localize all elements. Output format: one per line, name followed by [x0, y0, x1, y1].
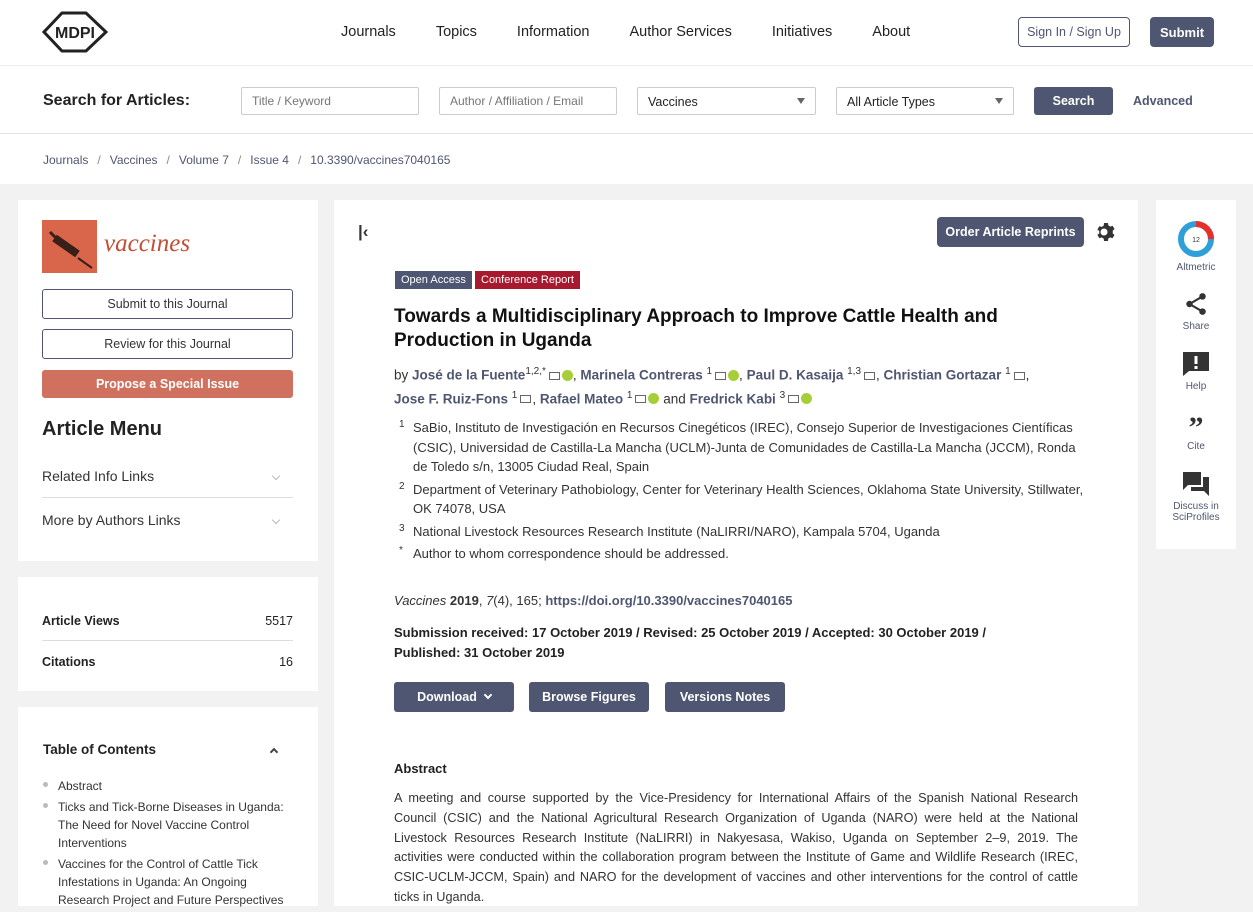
- open-access-tag: Open Access: [395, 271, 472, 289]
- divider: [42, 497, 293, 498]
- email-icon[interactable]: [520, 395, 531, 403]
- nav-author-services[interactable]: Author Services: [629, 24, 732, 40]
- share-label: Share: [1182, 321, 1210, 332]
- article-views-value: 5517: [265, 614, 293, 628]
- doi-link[interactable]: https://doi.org/10.3390/vaccines7040165: [545, 593, 793, 608]
- keyword-input[interactable]: [241, 87, 419, 115]
- and-label: and: [663, 391, 686, 406]
- citations-row[interactable]: [42, 655, 293, 669]
- top-header: [0, 0, 1253, 66]
- discuss-sciprofiles-button[interactable]: [1156, 471, 1236, 523]
- journal-select[interactable]: [637, 87, 816, 115]
- review-for-journal-button[interactable]: Review for this Journal: [42, 329, 293, 359]
- citations-value: 16: [279, 655, 293, 669]
- more-by-authors-label: More by Authors Links: [42, 512, 181, 528]
- orcid-icon[interactable]: [801, 393, 812, 404]
- divider: [42, 640, 293, 641]
- main-nav: [341, 24, 950, 40]
- affiliations: [394, 418, 1084, 567]
- download-button[interactable]: [394, 682, 514, 712]
- author-list: by José de la Fuente$^{1,2,*}$ , Marinela Contreras $^1$ , Paul D. Kasaija $^{1,3}$ , Christian Gortazar $^1$ , Jose F. Ruiz-Fons $^1$ , Rafael Mateo $^1$ and Fredrick Kabi $^3$: [394, 366, 1030, 406]
- related-info-links[interactable]: [42, 468, 293, 484]
- svg-text:12: 12: [1192, 237, 1200, 244]
- email-icon[interactable]: [864, 372, 875, 380]
- affiliation: [394, 418, 1084, 477]
- submit-to-journal-button[interactable]: Submit to this Journal: [42, 289, 293, 319]
- orcid-icon[interactable]: [728, 370, 739, 381]
- nav-information[interactable]: Information: [516, 24, 590, 40]
- affiliation-number: 1: [399, 419, 405, 430]
- collapse-sidebar-icon[interactable]: |‹: [358, 222, 369, 241]
- breadcrumb-issue[interactable]: Issue 4: [250, 153, 289, 167]
- toc-list: [42, 777, 292, 912]
- discuss-label-line1: Discuss in: [1173, 501, 1219, 512]
- gear-icon[interactable]: [1094, 220, 1118, 244]
- chevron-up-icon[interactable]: [270, 748, 278, 756]
- search-bar: [0, 66, 1253, 134]
- altmetric-donut-icon: [1177, 220, 1215, 258]
- article-panel: [334, 200, 1138, 906]
- toc-item[interactable]: Ticks and Tick-Borne Diseases in Uganda: The Need for Novel Vaccine Control Interventions: [42, 798, 292, 852]
- author-sup: 1,2,*: [525, 366, 546, 377]
- help-button[interactable]: [1156, 351, 1236, 392]
- author-name[interactable]: Marinela Contreras: [580, 367, 703, 383]
- syringe-icon[interactable]: [42, 220, 97, 273]
- download-label: Download: [417, 690, 477, 704]
- article-type-tag: Conference Report: [475, 271, 580, 289]
- affiliation-number: 3: [399, 522, 405, 534]
- share-icon: [1183, 291, 1209, 317]
- author-name[interactable]: José de la Fuente: [412, 367, 526, 383]
- affiliation-text: National Livestock Resources Research Institute (NaLIRRI/NARO), Kampala 5704, Uganda: [413, 523, 940, 539]
- affiliation: [394, 522, 1084, 542]
- versions-notes-button[interactable]: Versions Notes: [665, 682, 785, 712]
- quote-icon: [1183, 413, 1209, 437]
- cite-button[interactable]: [1156, 413, 1236, 452]
- affiliation-text: SaBio, Instituto de Investigación en Recursos Cinegéticos (IREC), Consejo Superior de Investigaciones Científicas (CSIC), Universidad de Castilla-La Mancha (UCLM)-Junta de Comunidades de Castilla-La Mancha (JCCM), Ronda de Toledo s/n, 13005 Ciudad Real, Spain: [413, 420, 1076, 474]
- mdpi-logo[interactable]: [42, 11, 108, 53]
- breadcrumb-bar: [0, 134, 1253, 184]
- author-sup: 1: [626, 389, 633, 401]
- submit-button[interactable]: Submit: [1150, 17, 1214, 47]
- abstract-text: A meeting and course supported by the Vice-Presidency for International Affairs of the Spanish National Research Council (CSIC) and the National Agricultural Research Organization of Uganda (NARO) were held at the National Livestock Resources Research Institute (NaLIRRI) in Nakyesasa, Wakiso, Uganda on September 2–9, 2019. The activities were conducted within the collaboration program between the Institute of Game and Wildlife Research (IREC, CSIC-UCLM-JCCM, Spain) and NARO for the development of vaccines and other interventions for the control of cattle ticks in Uganda.: [394, 791, 1078, 904]
- nav-initiatives[interactable]: Initiatives: [771, 24, 833, 40]
- nav-topics[interactable]: Topics: [435, 24, 477, 40]
- nav-about[interactable]: About: [872, 24, 911, 40]
- altmetric-label: Altmetric: [1176, 262, 1216, 273]
- stats-card: [18, 577, 318, 691]
- email-icon[interactable]: [1014, 372, 1025, 380]
- by-label: by: [394, 367, 409, 383]
- breadcrumb-journals[interactable]: Journals: [43, 153, 89, 167]
- author-sup: 1: [511, 389, 518, 401]
- author-input[interactable]: [439, 87, 617, 115]
- help-icon: [1182, 351, 1210, 377]
- discussion-icon: [1182, 471, 1210, 497]
- orcid-icon[interactable]: [562, 370, 573, 381]
- article-views-label: Article Views: [42, 614, 120, 628]
- author-name[interactable]: Jose F. Ruiz-Fons: [394, 391, 509, 406]
- dropdown-caret-icon: [995, 98, 1003, 104]
- publication-dates: Submission received: 17 October 2019 / Revised: 25 October 2019 / Accepted: 30 October 2019 / Published: 31 October 2019: [394, 625, 987, 660]
- author-name[interactable]: Christian Gortazar: [883, 367, 1002, 383]
- order-reprints-button[interactable]: Order Article Reprints: [937, 217, 1084, 247]
- affiliation-text: Department of Veterinary Pathobiology, Center for Veterinary Health Sciences, Oklahoma State University, Stillwater, OK 74078, USA: [413, 481, 1084, 516]
- orcid-icon[interactable]: [648, 393, 659, 404]
- propose-special-issue-button[interactable]: Propose a Special Issue: [42, 370, 293, 398]
- citation-issue: (4), 165;: [493, 593, 542, 608]
- breadcrumb-volume[interactable]: Volume 7: [178, 153, 229, 167]
- browse-figures-button[interactable]: Browse Figures: [529, 682, 649, 712]
- author-sup: 1,3: [847, 366, 862, 377]
- altmetric-widget[interactable]: [1156, 220, 1236, 273]
- toc-item[interactable]: Abstract: [42, 777, 292, 795]
- journal-abbr: Vaccines: [394, 593, 447, 608]
- journal-select-value: Vaccines: [648, 95, 698, 109]
- author-sup: 1: [1005, 366, 1011, 377]
- discuss-label-line2: SciProfiles: [1172, 512, 1220, 523]
- share-button[interactable]: [1156, 291, 1236, 332]
- email-icon[interactable]: [635, 395, 646, 403]
- advanced-search-link[interactable]: Advanced: [1133, 94, 1193, 108]
- breadcrumb-vaccines[interactable]: Vaccines: [109, 153, 158, 167]
- right-rail: [1156, 200, 1236, 549]
- author-name[interactable]: Paul D. Kasaija: [746, 367, 844, 383]
- author-name[interactable]: Fredrick Kabi: [689, 391, 776, 406]
- email-icon[interactable]: [715, 372, 726, 380]
- author-sup: 3: [779, 389, 786, 401]
- author-sup: 1: [706, 366, 713, 377]
- article-menu-title: Article Menu: [42, 418, 163, 440]
- search-title: Search for Articles:: [43, 92, 191, 109]
- toc-card: [18, 707, 318, 906]
- email-icon[interactable]: [549, 372, 560, 380]
- article-views-row[interactable]: [42, 614, 293, 628]
- journal-card: [18, 200, 318, 561]
- more-by-authors-links[interactable]: [42, 512, 293, 528]
- article-type-value: All Article Types: [847, 95, 936, 109]
- affiliation-text: Author to whom correspondence should be addressed.: [413, 546, 729, 561]
- article-title: Towards a Multidisciplinary Approach to Improve Cattle Health and Production in Uganda: [394, 306, 998, 351]
- citation-line: Vaccines 2019, 7(4), 165; https://doi.org/10.3390/vaccines7040165: [394, 593, 793, 608]
- affiliation: [394, 544, 1084, 564]
- toc-item[interactable]: Vaccines for the Control of Cattle Tick Infestations in Uganda: An Ongoing Research Project and Future Perspectives: [42, 855, 292, 909]
- citation-year: 2019: [449, 593, 479, 608]
- affiliation-number: 2: [399, 480, 405, 492]
- dropdown-caret-icon: [797, 98, 805, 104]
- cite-label: Cite: [1187, 441, 1205, 452]
- chevron-down-icon: [272, 516, 280, 524]
- help-label: Help: [1185, 381, 1207, 392]
- journal-name[interactable]: vaccines: [104, 230, 191, 257]
- article-type-select[interactable]: [836, 87, 1014, 115]
- chevron-down-icon: [484, 691, 492, 699]
- citation-volume: 7: [486, 593, 494, 608]
- chevron-down-icon: [272, 472, 280, 480]
- affiliation: [394, 480, 1084, 519]
- breadcrumb-doi[interactable]: 10.3390/vaccines7040165: [310, 153, 451, 167]
- svg-text:”: ”: [1188, 413, 1204, 437]
- abstract-heading: Abstract: [394, 761, 447, 776]
- nav-journals[interactable]: Journals: [341, 24, 396, 40]
- svg-text:MDPI: MDPI: [55, 25, 95, 42]
- affiliation-number: *: [399, 545, 403, 556]
- search-button[interactable]: Search: [1034, 87, 1113, 115]
- author-name[interactable]: Rafael Mateo: [539, 391, 624, 406]
- related-info-label: Related Info Links: [42, 468, 155, 484]
- email-icon[interactable]: [788, 395, 799, 403]
- breadcrumb: Journals / Vaccines / Volume 7 / Issue 4 / 10.3390/vaccines7040165: [43, 153, 451, 167]
- citations-label: Citations: [42, 655, 96, 669]
- toc-title: Table of Contents: [43, 742, 156, 757]
- sign-in-button[interactable]: Sign In / Sign Up: [1018, 17, 1130, 47]
